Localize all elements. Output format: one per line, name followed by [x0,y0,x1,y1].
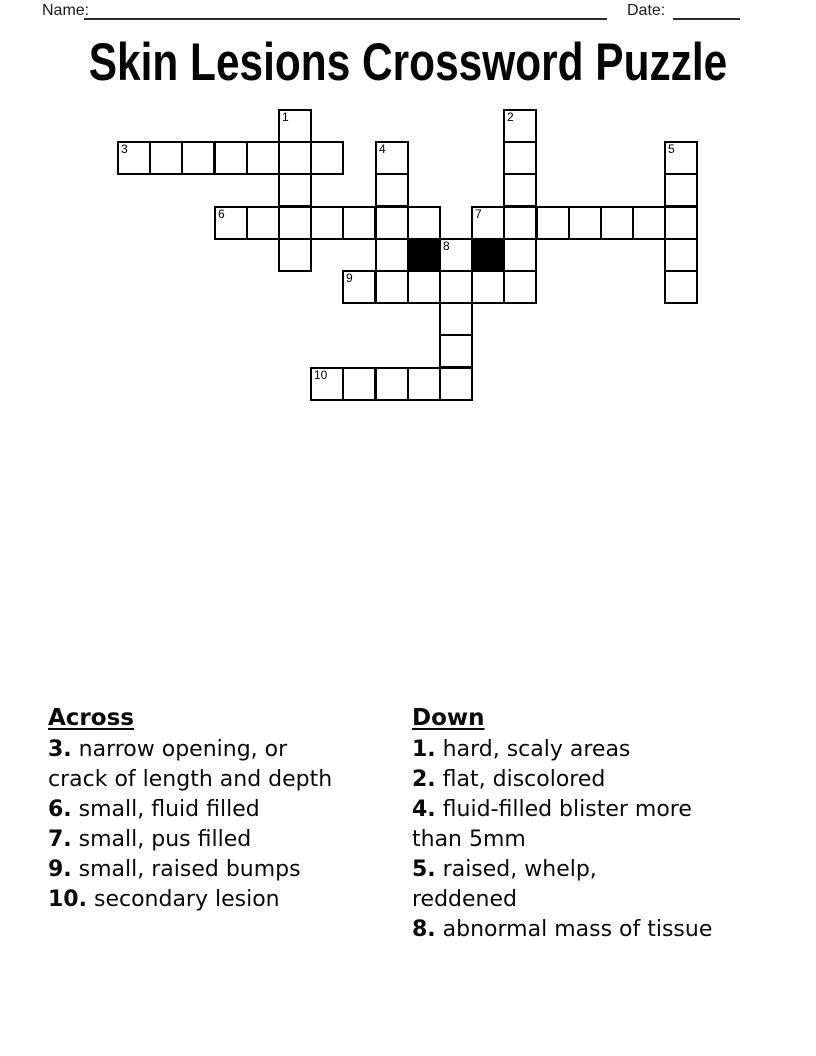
grid-cell[interactable] [214,141,248,175]
grid-cell-number: 9 [346,271,353,285]
across-heading: Across [48,705,134,731]
grid-cell-number: 7 [475,207,482,221]
clue-number: 5. [412,857,436,882]
grid-cell[interactable] [375,206,409,240]
grid-cell[interactable] [439,302,473,336]
grid-cell[interactable] [664,270,698,304]
grid-cell-number: 8 [443,239,450,253]
clue-item: 7. small, pus filled [48,827,252,852]
grid-cell[interactable] [375,173,409,207]
grid-cell[interactable] [503,141,537,175]
grid-cell[interactable] [536,206,570,240]
grid-cell[interactable] [310,206,344,240]
grid-cell-number: 2 [507,110,514,124]
grid-cell[interactable] [503,270,537,304]
grid-cell[interactable] [342,367,376,401]
grid-cell[interactable] [342,270,376,304]
grid-cell[interactable] [246,206,280,240]
clue-item: 9. small, raised bumps [48,857,301,882]
grid-cell[interactable] [375,270,409,304]
grid-cell[interactable] [568,206,602,240]
clue-item: 5. raised, whelp, reddened [412,857,597,912]
grid-cell[interactable] [278,109,312,143]
grid-cell[interactable] [278,173,312,207]
clue-item: 6. small, fluid filled [48,797,260,822]
grid-cell[interactable] [600,206,634,240]
grid-cell[interactable] [375,367,409,401]
grid-cell-black [471,238,505,272]
name-label: Name: [42,2,90,19]
clue-item: 3. narrow opening, or crack of length and depth [48,737,333,792]
across-clues-list [48,735,410,915]
grid-cell[interactable] [342,206,376,240]
clue-number: 3. [48,737,72,762]
date-label: Date: [627,2,666,19]
grid-cell[interactable] [407,367,441,401]
clue-number: 6. [48,797,72,822]
grid-cell[interactable] [246,141,280,175]
grid-cell[interactable] [310,141,344,175]
grid-cell[interactable] [214,206,248,240]
clue-number: 1. [412,737,436,762]
grid-cell[interactable] [503,206,537,240]
grid-cell-number: 3 [121,142,128,156]
grid-cell[interactable] [117,141,151,175]
grid-cell[interactable] [375,141,409,175]
grid-cell-number: 1 [282,110,289,124]
grid-cell[interactable] [503,109,537,143]
grid-cell[interactable] [664,238,698,272]
grid-cell[interactable] [439,270,473,304]
grid-cell[interactable] [278,141,312,175]
grid-cell[interactable] [407,206,441,240]
grid-cell[interactable] [278,206,312,240]
clue-number: 9. [48,857,72,882]
grid-cell[interactable] [632,206,666,240]
grid-cell[interactable] [375,238,409,272]
grid-cell[interactable] [407,270,441,304]
grid-cell[interactable] [664,141,698,175]
page-title: Skin Lesions Crossword Puzzle [88,33,728,92]
grid-cell-number: 10 [314,368,328,382]
down-clues-list [412,735,774,945]
clue-item: 2. flat, discolored [412,767,606,792]
down-clues-section [412,702,774,945]
grid-cell-number: 5 [668,142,675,156]
grid-cell[interactable] [503,238,537,272]
clue-number: 2. [412,767,436,792]
grid-cell[interactable] [278,238,312,272]
grid-cell[interactable] [503,173,537,207]
clue-item: 8. abnormal mass of tissue [412,917,713,942]
grid-cell[interactable] [471,206,505,240]
grid-cell[interactable] [439,238,473,272]
clue-item: 1. hard, scaly areas [412,737,631,762]
grid-cell-black [407,238,441,272]
grid-cell[interactable] [149,141,183,175]
across-clues-section [48,702,410,915]
grid-cell[interactable] [471,270,505,304]
grid-cell-number: 4 [379,142,386,156]
grid-cell[interactable] [439,334,473,368]
clue-number: 7. [48,827,72,852]
grid-cell-number: 6 [218,207,225,221]
grid-cell[interactable] [439,367,473,401]
clue-number: 10. [48,887,87,912]
down-heading: Down [412,705,485,731]
clue-item: 4. fluid-filled blister more than 5mm [412,797,692,852]
grid-cell[interactable] [664,173,698,207]
clue-number: 8. [412,917,436,942]
clue-number: 4. [412,797,436,822]
grid-cell[interactable] [664,206,698,240]
grid-cell[interactable] [181,141,215,175]
grid-cell[interactable] [310,367,344,401]
clue-item: 10. secondary lesion [48,887,280,912]
